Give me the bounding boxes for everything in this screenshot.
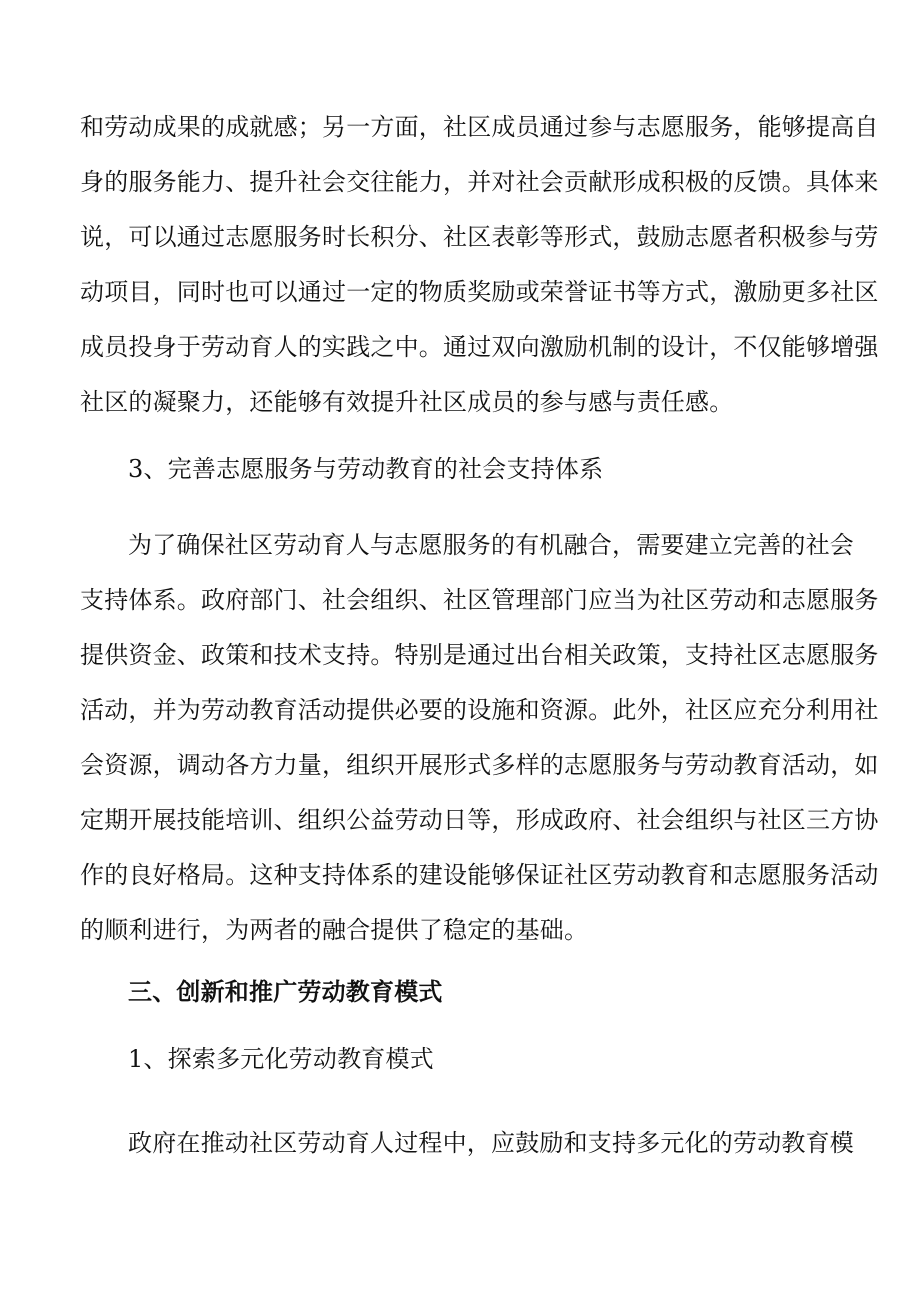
paragraph-line: 的顺利进行，为两者的融合提供了稳定的基础。: [80, 916, 589, 944]
paragraph-line: 社区的凝聚力，还能够有效提升社区成员的参与感与责任感。: [80, 388, 734, 416]
paragraph-line: 定期开展技能培训、组织公益劳动日等，形成政府、社会组织与社区三方协: [80, 806, 879, 834]
paragraph-line: 支持体系。政府部门、社会组织、社区管理部门应当为社区劳动和志愿服务: [80, 586, 879, 614]
paragraph-line: 动项目，同时也可以通过一定的物质奖励或荣誉证书等方式，激励更多社区: [80, 278, 879, 306]
paragraph-line: 会资源，调动各方力量，组织开展形式多样的志愿服务与劳动教育活动，如: [80, 751, 879, 779]
subsection-heading: 3、完善志愿服务与劳动教育的社会支持体系: [128, 455, 604, 483]
paragraph-line: 为了确保社区劳动育人与志愿服务的有机融合，需要建立完善的社会: [128, 531, 854, 559]
paragraph-line: 作的良好格局。这种支持体系的建设能够保证社区劳动教育和志愿服务活动: [80, 861, 879, 889]
paragraph-line: 成员投身于劳动育人的实践之中。通过双向激励机制的设计，不仅能够增强: [80, 333, 879, 361]
subsection-heading: 1、探索多元化劳动教育模式: [128, 1045, 434, 1073]
section-heading: 三、创新和推广劳动教育模式: [128, 977, 443, 1006]
paragraph-line: 身的服务能力、提升社会交往能力，并对社会贡献形成积极的反馈。具体来: [80, 168, 879, 196]
paragraph-line: 政府在推动社区劳动育人过程中，应鼓励和支持多元化的劳动教育模: [128, 1129, 854, 1157]
paragraph-line: 说，可以通过志愿服务时长积分、社区表彰等形式，鼓励志愿者积极参与劳: [80, 223, 879, 251]
paragraph-line: 提供资金、政策和技术支持。特别是通过出台相关政策，支持社区志愿服务: [80, 641, 879, 669]
paragraph-line: 活动，并为劳动教育活动提供必要的设施和资源。此外，社区应充分利用社: [80, 696, 879, 724]
paragraph-line: 和劳动成果的成就感；另一方面，社区成员通过参与志愿服务，能够提高自: [80, 113, 879, 141]
